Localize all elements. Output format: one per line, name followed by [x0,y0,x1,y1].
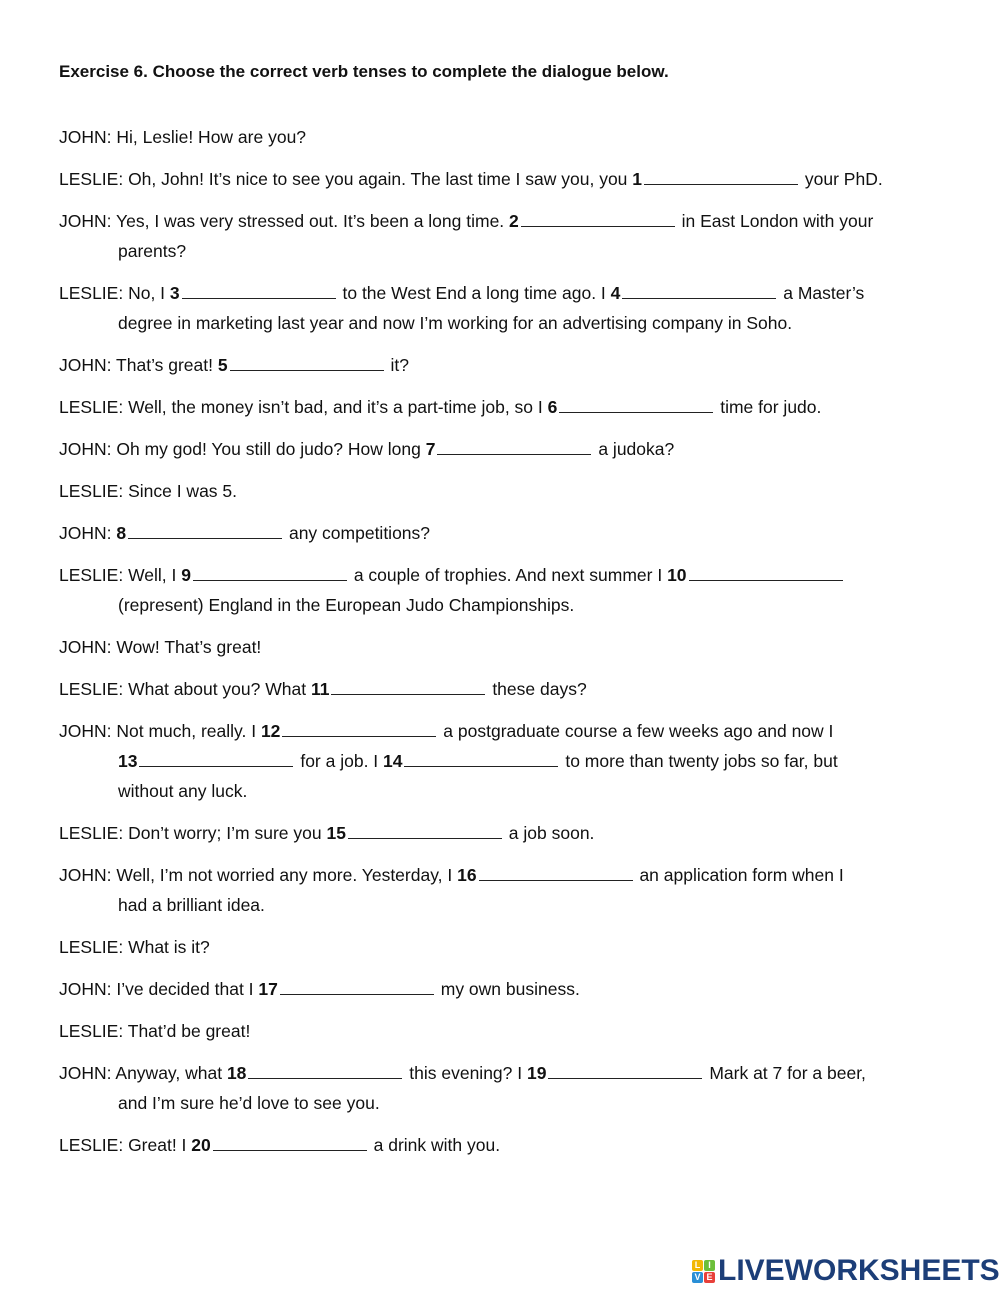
dialogue-line [59,392,959,422]
line-text [59,818,959,848]
answer-blank[interactable] [331,678,485,695]
dialogue-line [59,560,959,620]
dialogue-text: a drink with you. [368,1135,501,1155]
dialogue-line [59,974,959,1004]
dialogue-line [59,674,959,704]
logo-block: E [704,1272,715,1283]
logo-blocks-icon [692,1260,715,1283]
question-number: 8 [116,523,127,543]
answer-blank[interactable] [644,168,798,185]
logo-block: V [692,1272,703,1283]
line-text [59,932,959,962]
line-text [59,164,959,194]
line-text [59,1016,959,1046]
logo-block: L [692,1260,703,1271]
dialogue-text: your PhD. [800,169,883,189]
dialogue-text: to the West End a long time ago. I [337,283,611,303]
line-text [59,518,959,548]
dialogue-text: a job soon. [503,823,595,843]
dialogue-text: for a job. I [295,751,384,771]
answer-blank[interactable] [280,978,434,995]
line-continuation [59,590,959,620]
answer-blank[interactable] [404,750,558,767]
dialogue-text: Mark at 7 for a beer, [704,1063,866,1083]
dialogue-text: JOHN: I’ve decided that I [59,979,259,999]
answer-blank[interactable] [521,210,675,227]
answer-blank[interactable] [213,1134,367,1151]
answer-blank[interactable] [139,750,293,767]
line-text [59,278,959,308]
question-number: 6 [547,397,558,417]
line-continuation [59,890,959,920]
answer-blank[interactable] [689,564,843,581]
dialogue-text: LESLIE: That’d be great! [59,1021,251,1041]
question-number: 10 [667,565,687,585]
line-text [59,632,959,662]
dialogue-line [59,716,959,806]
dialogue-text: without any luck. [118,781,248,801]
question-number: 7 [425,439,436,459]
dialogue-line [59,632,959,662]
question-number: 16 [457,865,477,885]
dialogue-text: (represent) England in the European Judo Championships. [118,595,575,615]
dialogue-text: my own business. [435,979,580,999]
logo-text: LIVEWORKSHEETS [718,1254,1000,1287]
line-text [59,206,959,236]
dialogue [59,122,959,1172]
line-continuation [59,746,959,776]
answer-blank[interactable] [282,720,436,737]
line-text [59,974,959,1004]
dialogue-text: JOHN: Wow! That’s great! [59,637,262,657]
dialogue-text: JOHN: Not much, really. I [59,721,261,741]
answer-blank[interactable] [128,522,282,539]
dialogue-text: it? [385,355,409,375]
question-number: 18 [226,1063,247,1083]
line-text [59,350,959,380]
answer-blank[interactable] [182,282,336,299]
answer-blank[interactable] [193,564,347,581]
answer-blank[interactable] [230,354,384,371]
dialogue-text: a judoka? [593,439,675,459]
dialogue-text: JOHN: Oh my god! You still do judo? How long [59,439,426,459]
dialogue-line [59,206,959,266]
dialogue-text: LESLIE: Since I was 5. [59,481,238,501]
dialogue-text: degree in marketing last year and now I’m working for an advertising company in Soho. [118,313,793,333]
line-continuation [59,1088,959,1118]
dialogue-text: a postgraduate course a few weeks ago and now I [438,721,834,741]
dialogue-text: a couple of trophies. And next summer I [348,565,668,585]
answer-blank[interactable] [248,1062,402,1079]
line-text [59,476,959,506]
dialogue-text: LESLIE: What about you? What [59,679,311,699]
answer-blank[interactable] [437,438,591,455]
dialogue-line [59,164,959,194]
answer-blank[interactable] [348,822,502,839]
question-number: 20 [191,1135,211,1155]
dialogue-text: LESLIE: Great! I [59,1135,192,1155]
dialogue-line [59,932,959,962]
dialogue-text: LESLIE: No, I [59,283,170,303]
dialogue-text: LESLIE: Don’t worry; I’m sure you [59,823,327,843]
answer-blank[interactable] [622,282,776,299]
line-text [59,1130,959,1160]
dialogue-text: LESLIE: Oh, John! It’s nice to see you again. The last time I saw you, you [59,169,633,189]
dialogue-line [59,818,959,848]
dialogue-line [59,1058,959,1118]
dialogue-text: JOHN: Well, I’m not worried any more. Yesterday, I [59,865,458,885]
dialogue-line [59,860,959,920]
line-text [59,434,959,464]
dialogue-text: JOHN: That’s great! [59,355,218,375]
dialogue-text: in East London with your [676,211,874,231]
dialogue-text: LESLIE: What is it? [59,937,210,957]
dialogue-text: these days? [487,679,587,699]
question-number: 15 [326,823,346,843]
dialogue-text: an application form when I [634,865,844,885]
dialogue-text: a Master’s [778,283,865,303]
dialogue-line [59,1016,959,1046]
line-text [59,560,959,590]
exercise-title: Exercise 6. Choose the correct verb tenses to complete the dialogue below. [59,62,669,81]
question-number: 14 [383,751,403,771]
dialogue-text: to more than twenty jobs so far, but [560,751,838,771]
question-number: 3 [169,283,180,303]
answer-blank[interactable] [479,864,633,881]
line-continuation [59,776,959,806]
dialogue-text: JOHN: [59,523,117,543]
logo-block: I [704,1260,715,1271]
line-continuation [59,308,959,338]
question-number: 13 [118,751,138,771]
dialogue-line [59,350,959,380]
dialogue-line [59,476,959,506]
question-number: 4 [610,283,621,303]
dialogue-line [59,122,959,152]
line-text [59,122,959,152]
dialogue-text: JOHN: Yes, I was very stressed out. It’s been a long time. [59,211,510,231]
dialogue-text: JOHN: Anyway, what [59,1063,227,1083]
question-number: 19 [526,1063,547,1083]
dialogue-text: LESLIE: Well, I [59,565,182,585]
dialogue-line [59,278,959,338]
question-number: 2 [509,211,519,231]
line-continuation [59,236,959,266]
question-number: 11 [310,679,330,699]
question-number: 1 [632,169,643,189]
line-text [59,716,959,746]
answer-blank[interactable] [548,1062,702,1079]
dialogue-text: and I’m sure he’d love to see you. [118,1093,380,1113]
question-number: 17 [258,979,278,999]
question-number: 5 [217,355,228,375]
dialogue-text: parents? [118,241,187,261]
line-text [59,674,959,704]
dialogue-text: JOHN: Hi, Leslie! How are you? [59,127,307,147]
dialogue-text: any competitions? [284,523,431,543]
line-text [59,392,959,422]
question-number: 9 [181,565,191,585]
answer-blank[interactable] [559,396,713,413]
question-number: 12 [260,721,281,741]
dialogue-line [59,1130,959,1160]
liveworksheets-logo [692,1254,1000,1288]
dialogue-text: LESLIE: Well, the money isn’t bad, and it’s a part-time job, so I [59,397,548,417]
line-text [59,1058,959,1088]
dialogue-text: had a brilliant idea. [118,895,265,915]
dialogue-text: this evening? I [404,1063,527,1083]
dialogue-text: time for judo. [715,397,822,417]
dialogue-line [59,518,959,548]
dialogue-line [59,434,959,464]
line-text [59,860,959,890]
